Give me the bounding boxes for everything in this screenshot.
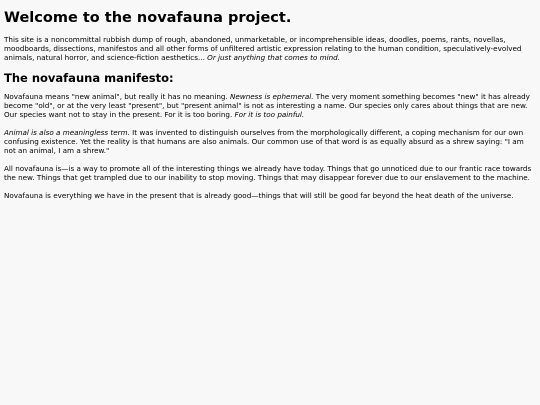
page-title: Welcome to the novafauna project. [4, 10, 292, 26]
manifesto-p1-emphasis-2: For it is too painful. [234, 110, 305, 119]
intro-emphasis: Or just anything that comes to mind. [207, 53, 341, 62]
manifesto-paragraph-1 [4, 92, 536, 119]
manifesto-paragraph-2 [4, 128, 536, 155]
intro-paragraph [4, 35, 536, 62]
manifesto-p1-text-a: Novafauna means "new animal", but really it has no meaning. [4, 92, 231, 101]
page-content [0, 0, 540, 200]
manifesto-paragraph-3: All novafauna is—is a way to promote all of the interesting things we already have today. Things that go unnoticed due to our frantic race towards the new. Things that get trampled due to our inability to stop moving. Things that may disappear forever due to our enslavement to the machine. [4, 164, 532, 182]
intro-text: This site is a noncommittal rubbish dump of rough, abandoned, unmarketable, or incomprehensible ideas, doodles, poems, rants, novellas, moodboards, dissections, manifestos and all other forms of unfiltered artistic expression relating to the human condition, speculatively-evolved animals, natural horror, and science-fiction aesthetics... [4, 35, 522, 62]
manifesto-p2-emphasis: Animal is also a meaningless term. [4, 128, 130, 137]
manifesto-p2-text: It was invented to distinguish ourselves from the morphologically different, a coping mechanism for our own confusing existence. Yet the reality is that humans are also animals. Our common use of that word is as equally absurd as a shrew saying: "I am not an animal, I am a shrew." [4, 128, 524, 155]
manifesto-p1-text-b: The very moment something becomes "new" it has already become "old", or at the very least "present", but "present animal" is not as interesting a name. Our species only cares about things that are new. Our species want not to stay in the present. For it is too boring. [4, 92, 530, 119]
manifesto-paragraph-4: Novafauna is everything we have in the present that is already good—things that will still be good far beyond the heat death of the universe. [4, 191, 514, 200]
manifesto-p1-emphasis-1: Newness is ephemeral. [230, 92, 314, 101]
manifesto-heading: The novafauna manifesto: [4, 71, 174, 85]
